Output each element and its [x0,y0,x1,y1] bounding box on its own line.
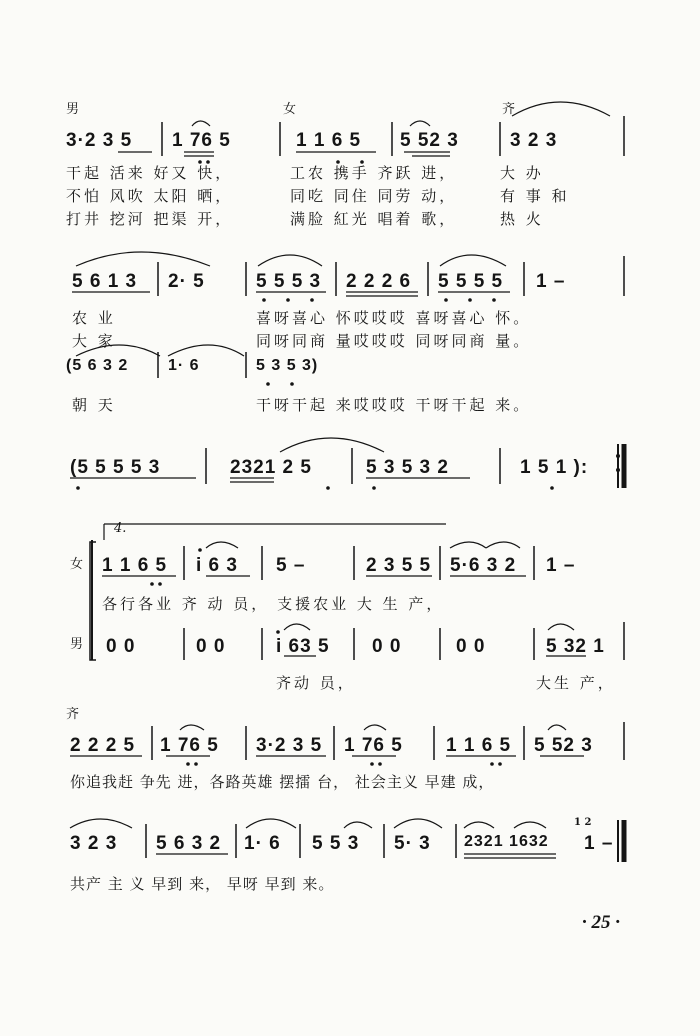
voice-label-all: 齐 [66,707,80,722]
notation-segment: 5 5 3 [312,833,360,854]
notation-segment: 2 3 5 5 [366,555,432,576]
notation-segment: i 63 5 [276,636,330,657]
lyric-line: 朝 天 [72,396,116,414]
notation-segment: 2321 1632 [464,833,549,850]
notation-segment: (5 5 5 5 3 [70,457,161,478]
lyric-line: 各行各业 齐 动 员， 支援农业 大 生 产， [102,595,445,613]
notation-segment: (5 6 3 2 [66,357,129,374]
voice-label-male: 男 [70,637,84,652]
notation-segment: 1 – [536,271,566,292]
notation-segment: 5 – [276,555,306,576]
lyric-line: 干呀干起 来哎哎哎 干呀干起 来。 [256,396,532,414]
voice-label-female: 女 [70,557,84,572]
notation-segment: 1· 6 [244,833,281,854]
notation-segment: 5 3 5 3) [256,357,319,374]
octave-dots [76,160,620,766]
notation-segment: 1 76 5 [172,130,231,151]
notation-segment: 1 1 6 5 [296,130,362,151]
slurs [70,102,610,828]
volta-label: 4. [114,521,127,536]
page-number: · 25 · [582,912,620,933]
lyric-line: 打井 挖河 把渠 开， [66,210,234,228]
voice-label-all: 齐 [502,102,516,117]
notation-segment: 2321 2 5 [230,457,312,478]
voice-label-female: 女 [283,102,297,117]
voice-label-male: 男 [66,102,80,117]
lyric-line: 大 家 [72,332,116,350]
lyric-line: 齐动 员， [276,674,356,692]
lyric-line: 干起 活来 好又 快， [66,164,234,182]
notation-segment: 5 32 1 [546,636,605,657]
notation-segment: 0 0 [106,636,136,657]
lyric-line: 共产 主 义 早到 来， 早呀 早到 来。 [70,875,335,893]
notation-segment: 1 76 5 [160,735,219,756]
lyric-line: 不怕 风吹 太阳 晒， [66,187,234,205]
notation-segment: 3 2 3 [70,833,118,854]
barlines [92,116,624,862]
notation-segment: 5 52 3 [534,735,593,756]
lyric-line: 农 业 [72,309,116,327]
lyric-line: 同吃 同住 同劳 动， [290,187,458,205]
notation-segment: 5· 3 [394,833,431,854]
notation-segment: 3·2 3 5 [66,130,133,151]
notation-segment: i 6 3 [196,555,238,576]
notation-segment: 1 76 5 [344,735,403,756]
notation-segment: 1 5 1 ): [520,457,589,478]
notation-segment: 3·2 3 5 [256,735,323,756]
notation-segment: 5 6 1 3 [72,271,138,292]
notation-segment: 1 1 6 5 [102,555,168,576]
notation-segment: 5·6 3 2 [450,555,517,576]
notation-segment: 0 0 [372,636,402,657]
notation-segment: 5 5 5 3 [256,271,322,292]
lyric-line: 大 办 [500,164,544,182]
notation-segment: 5 52 3 [400,130,459,151]
lyric-line: 满脸 紅光 唱着 歌， [290,210,458,228]
notation-segment: 0 0 [456,636,486,657]
notation-segment: 1 – [584,833,614,854]
notation-segment: 5 5 5 5 [438,271,504,292]
notation-segment: 2· 5 [168,271,205,292]
notation-segment: 1 1 6 5 [446,735,512,756]
notation-segment: 1· 6 [168,357,200,374]
volta-bracket [104,521,446,540]
lyric-line: 热 火 [500,210,544,228]
notation-segment: 2 2 2 5 [70,735,136,756]
lyric-line: 工农 携手 齐跃 进， [290,164,458,182]
notation-segment: 5 3 5 3 2 [366,457,449,478]
notation-segment: 3 2 3 [510,130,558,151]
lyric-line: 同呀同商 量哎哎哎 同呀同商 量。 [256,332,532,350]
volta-ending-label: 1 2 [574,817,592,828]
beams [70,152,589,858]
notation-segment: 2 2 2 6 [346,271,412,292]
notation-segment: 0 0 [196,636,226,657]
lyric-line: 大生 产， [536,674,616,692]
lyric-line: 有 事 和 [500,187,570,205]
notation-segment: 1 – [546,555,576,576]
lyric-line: 你追我赶 争先 进，各路英雄 摆擂 台， 社会主义 早建 成， [70,773,495,791]
lyric-line: 喜呀喜心 怀哎哎哎 喜呀喜心 怀。 [256,309,532,327]
notation-segment: 5 6 3 2 [156,833,222,854]
